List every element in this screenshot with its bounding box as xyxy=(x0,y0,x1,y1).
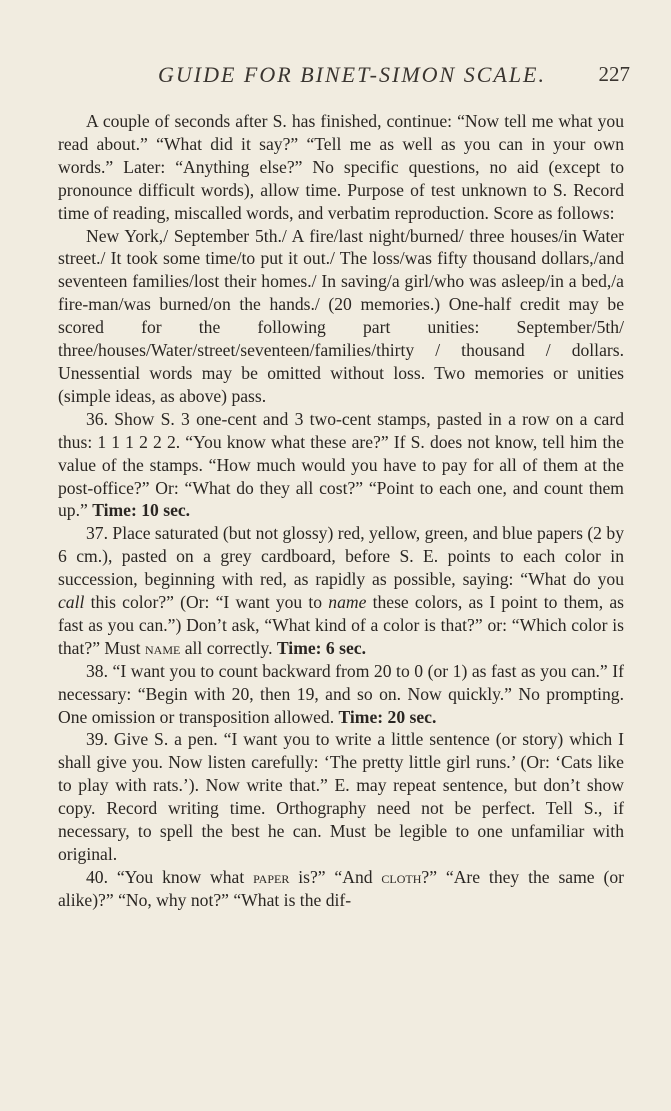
test-40-text-a: 40. “You know what xyxy=(86,866,254,887)
test-40-smallcaps-paper: paper xyxy=(253,866,290,887)
test-37-emphasis-call: call xyxy=(58,592,85,613)
paragraph-reading-instructions: A couple of seconds after S. has finished, continue: “Now tell me what you read about.” “What did it say?” “Tell me as well as you can in your own words.” Later: “Anything else?” No specific questions, no aid (except to pronounce difficult words), allow time. Purpose of test unknown to S. Record time of reading, miscalled words, and verbatim reproduction. Score as follows: xyxy=(58,111,624,223)
test-36-time-limit: Time: 10 sec. xyxy=(92,500,191,521)
test-40-text-b: is?” “And xyxy=(289,866,382,887)
page-number: 227 xyxy=(598,62,630,86)
test-37-emphasis-name: name xyxy=(328,592,367,613)
paragraph-test-40 xyxy=(58,866,624,912)
paragraph-test-38 xyxy=(58,660,624,729)
test-37-text-c: these colors, as I point to them, as fast as you can.”) Don’t ask, “What kind of a color is that?” or: “Which color is that?” Must xyxy=(58,592,624,658)
running-head: GUIDE FOR BINET-SIMON SCALE. xyxy=(158,62,546,87)
paragraph-test-37 xyxy=(58,522,624,659)
test-37-time-limit: Time: 6 sec. xyxy=(276,637,366,658)
test-40-text-c: ?” “Are they the same (or alike)?” “No, why not?” “What is the dif- xyxy=(58,866,624,910)
test-36-text: 36. Show S. 3 one-cent and 3 two-cent stamps, pasted in a row on a card thus: 1 1 1 2 2 2. “You know what these are?” If S. does not know, tell him the value of the stamps. “How much would you have to pay for all of them at the post-office?” Or: “What do they all cost?” “Point to each one, and count them up.” xyxy=(58,408,624,521)
body-text xyxy=(58,110,624,912)
test-37-text-b: this color?” (Or: “I want you to xyxy=(84,592,329,613)
page-header xyxy=(60,62,630,92)
test-38-text: 38. “I want you to count backward from 20 to 0 (or 1) as fast as you can.” If necessary: “Begin with 20, then 19, and so on. Now quickly.” No prompting. One omission or transposition allowed. xyxy=(58,660,624,727)
paragraph-scoring-passage: New York,/ September 5th./ A fire/last night/burned/ three houses/in Water street./ It took some time/to put it out./ The loss/was fifty thousand dollars,/and seventeen families/lost their homes./ In saving/a girl/who was asleep/in a bed,/a fire-man/was burned/on the hands./ (20 memories.) One-half credit may be scored for the following part unities: September/5th/ three/houses/Water/street/seventeen/families/thirty / thousand / dollars. Unessential words may be omitted without loss. Two memories or unities (simple ideas, as above) pass. xyxy=(58,225,624,406)
test-37-text-d: all correctly. xyxy=(180,637,277,658)
paragraph-test-39: 39. Give S. a pen. “I want you to write a little sentence (or story) which I shall give you. Now listen carefully: ‘The pretty little girl runs.’ (Or: ‘Cats like to play with rats.’). Now write that.” E. may repeat sentence, but don’t show copy. Record writing time. Orthography need not be perfect. Tell S., if necessary, to spell the best he can. Must be legible to one unfamiliar with original. xyxy=(58,729,624,864)
test-37-text-a: 37. Place saturated (but not glossy) red, yellow, green, and blue papers (2 by 6 cm.), pasted on a grey cardboard, before S. E. points to each color in succession, beginning with red, as rapidly as possible, saying: “What do you xyxy=(58,523,624,590)
test-38-time-limit: Time: 20 sec. xyxy=(338,706,437,727)
test-37-smallcaps-name: name xyxy=(144,637,181,658)
paragraph-test-36 xyxy=(58,408,624,523)
test-40-smallcaps-cloth: cloth xyxy=(381,866,422,887)
